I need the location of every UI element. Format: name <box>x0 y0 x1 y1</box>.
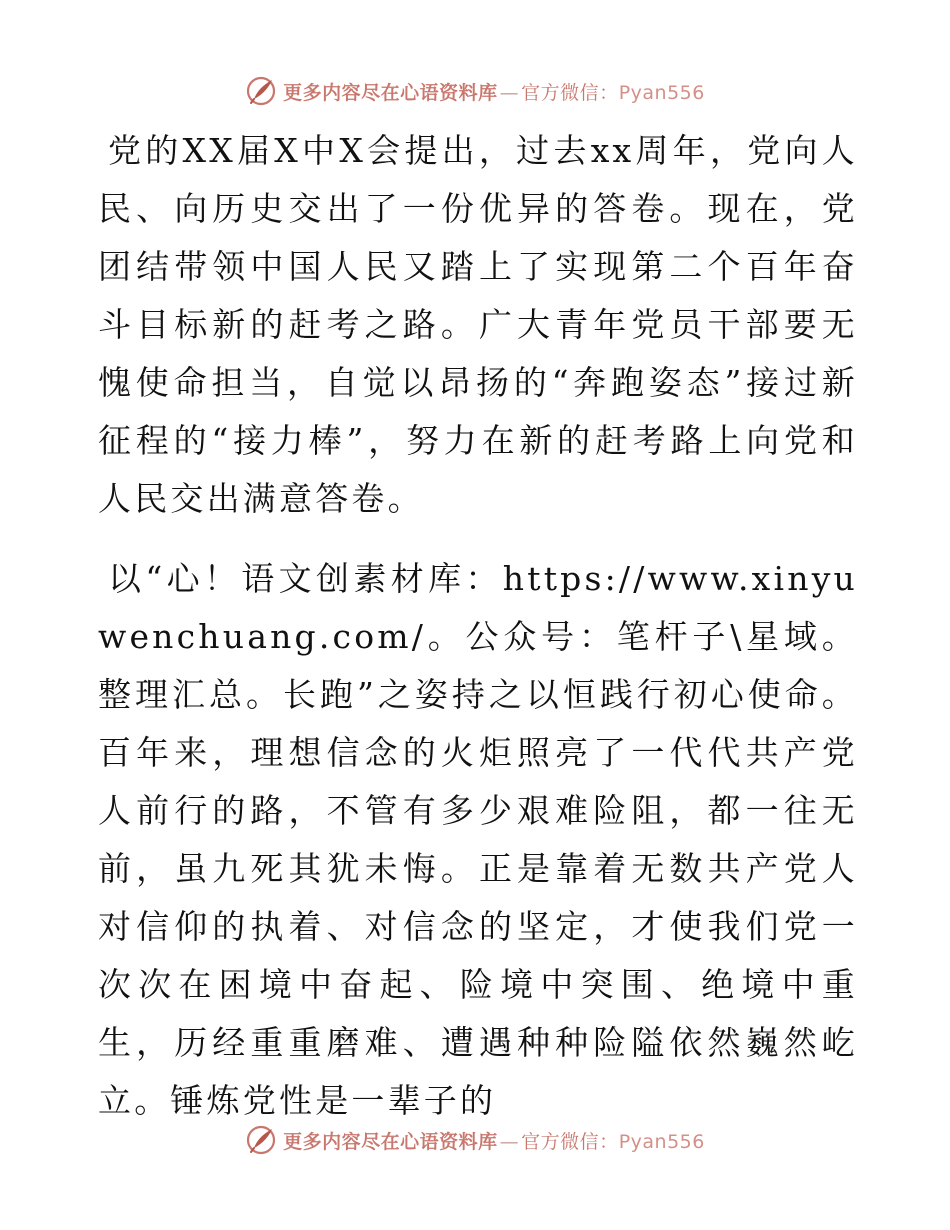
banner-wechat-label: 官方微信： <box>521 1130 619 1153</box>
banner-site-text: 更多内容尽在心语资料库 <box>283 81 498 104</box>
banner-wechat-label: 官方微信： <box>521 81 619 104</box>
body-paragraph-1: 党的XX届X中X会提出，过去xx周年，党向人民、向历史交出了一份优异的答卷。现在，党团结带领中国人民又踏上了实现第二个百年奋斗目标新的赶考之路。广大青年党员干部要无愧使命担当，自觉以昂扬的“奔跑姿态”接过新征程的“接力棒”，努力在新的赶考路上向党和人民交出满意答卷。 <box>98 131 858 518</box>
header-banner <box>0 71 950 111</box>
footer-banner <box>0 1120 950 1160</box>
document-body <box>98 122 858 1130</box>
banner-caption <box>283 78 705 105</box>
quill-logo-icon <box>245 75 277 107</box>
banner-site-text: 更多内容尽在心语资料库 <box>283 1130 498 1153</box>
banner-separator: — <box>499 1130 520 1153</box>
banner-wechat-id: Pyan556 <box>618 1130 705 1153</box>
banner-wechat-id: Pyan556 <box>618 81 705 104</box>
banner-caption <box>283 1127 705 1154</box>
quill-logo-icon <box>245 1124 277 1156</box>
body-paragraph-2: 以“心！语文创素材库：https://www.xinyuwenchuang.com/。公众号：笔杆子\星域。整理汇总。长跑”之姿持之以恒践行初心使命。百年来，理想信念的火炬照亮了一代代共产党人前行的路，不管有多少艰难险阻，都一往无前，虽九死其犹未悔。正是靠着无数共产党人对信仰的执着、对信念的坚定，才使我们党一次次在困境中奋起、险境中突围、绝境中重生，历经重重磨难、遭遇种种险隘依然巍然屹立。锤炼党性是一辈子的 <box>98 559 858 1120</box>
banner-separator: — <box>499 81 520 104</box>
